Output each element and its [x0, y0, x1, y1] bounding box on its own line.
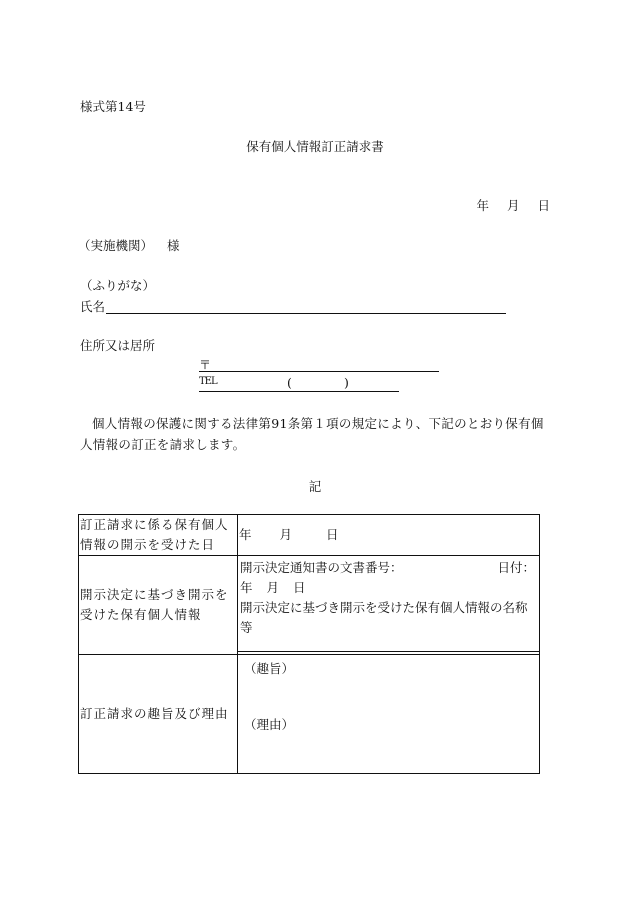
disclosed-info-label: 開示決定に基づき開示を受けた保有個人情報: [79, 556, 238, 655]
double-rule-divider: [238, 651, 539, 652]
notice-year: 年: [240, 580, 253, 595]
ki-heading: 記: [308, 479, 322, 494]
disclosure-date-label: 訂正請求に係る保有個人情報の開示を受けた日: [79, 515, 238, 556]
table-row: [79, 655, 540, 774]
notice-date-label: 日付：: [497, 560, 535, 575]
addressee-agency: （実施機関）: [78, 238, 154, 253]
document-title: 保有個人情報訂正請求書: [246, 139, 384, 154]
disclosure-date-field[interactable]: [238, 515, 540, 556]
addressee: [78, 236, 180, 254]
address-label: 住所又は居所: [80, 338, 156, 353]
tel-paren-open: (: [287, 375, 292, 390]
addressee-honorific: 様: [167, 238, 180, 253]
disclosure-month: 月: [279, 527, 293, 542]
info-name-label: 開示決定に基づき開示を受けた保有個人情報の名称等: [240, 600, 528, 635]
name-label: 氏名: [80, 299, 106, 314]
date-year: 年: [476, 198, 489, 213]
postal-mark-icon: 〒: [199, 358, 212, 372]
reason-label: （理由）: [244, 717, 295, 732]
table-row: [79, 556, 540, 655]
postal-address-field[interactable]: [199, 371, 439, 372]
disclosed-info-field[interactable]: [238, 556, 540, 655]
request-statement: 個人情報の保護に関する法律第91条第１項の規定により、下記のとおり保有個人情報の訂正を請求します。: [80, 416, 544, 452]
date-day: 日: [537, 198, 550, 213]
doc-number-label: 開示決定通知書の文書番号：: [240, 560, 403, 575]
tel-paren-close: ): [344, 375, 349, 390]
form-number: 様式第14号: [80, 99, 146, 114]
purpose-reason-label: 訂正請求の趣旨及び理由: [79, 655, 238, 774]
request-details-table: [78, 514, 540, 774]
purpose-reason-field[interactable]: [238, 655, 540, 774]
table-row: [79, 515, 540, 556]
notice-day: 日: [293, 580, 306, 595]
notice-month: 月: [266, 580, 280, 595]
tel-field[interactable]: [199, 391, 399, 392]
date-line: [476, 196, 550, 214]
furigana-label: （ふりがな）: [80, 278, 156, 293]
date-month: 月: [506, 198, 520, 213]
name-field[interactable]: [106, 313, 506, 314]
tel-mark-icon: TEL: [199, 376, 217, 387]
disclosure-day: 日: [326, 527, 339, 542]
disclosure-year: 年: [239, 527, 252, 542]
purpose-label: （趣旨）: [244, 661, 295, 676]
